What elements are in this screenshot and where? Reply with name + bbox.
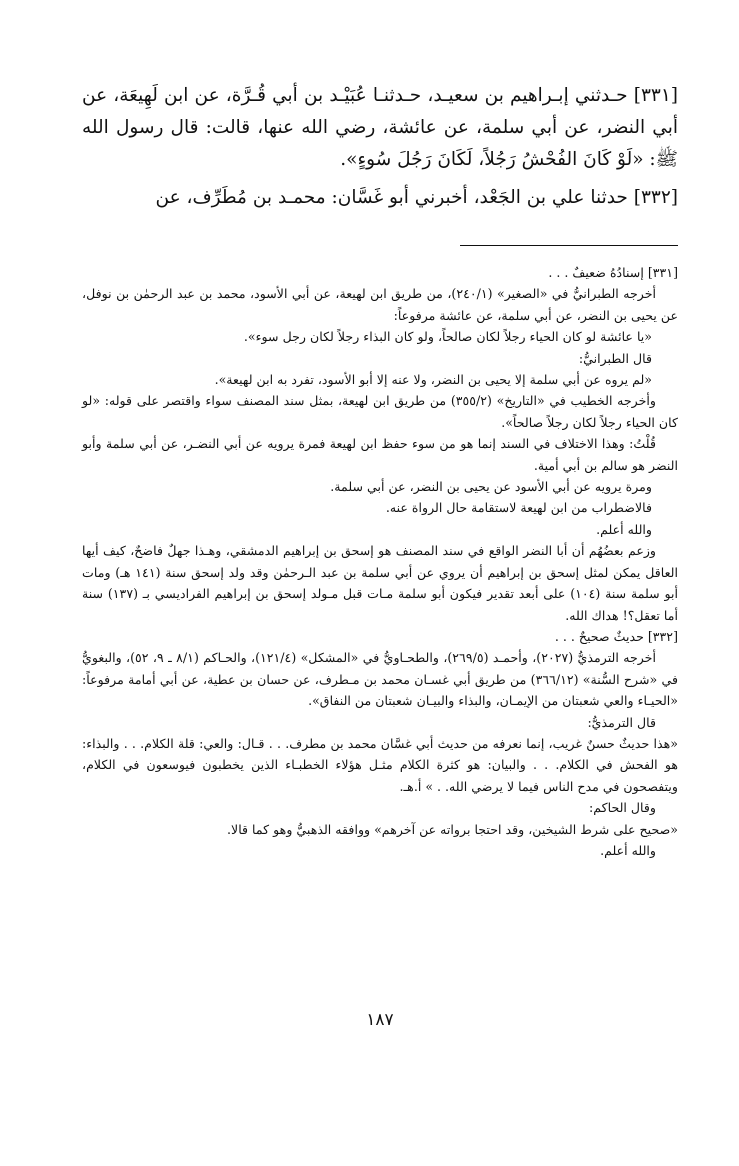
footnote-paragraph: قال الترمذيُّ: <box>587 714 656 730</box>
main-text <box>82 80 678 214</box>
hadith-331: [٣٣١] حـدثني إبـراهيم بن سعيـد، حـدثنـا عُبَيْـد بن أبي قُـرَّة، عن ابن لَهِيعَة، عن أبي النضر، عن أبي سلمة، عن عائشة، رضي الله عنها، قالت: قال رسول الله ﷺ: «لَوْ كَانَ الفُحْشُ رَجُلاً، لَكَانَ رَجُلَ سُوءٍ». <box>82 85 678 170</box>
footnote-paragraph: قُلْتُ: وهذا الاختلاف في السند إنما هو من سوء حفظ ابن لهيعة فمرة يرويه عن أبي النضـر، عن أبي سلمة وأبو النضر هو سالم بن أبي أمية. <box>82 436 678 473</box>
footnote-paragraph: أخرجه الترمذيُّ (٢٠٢٧)، وأحمـد (٢٦٩/٥)، والطحـاويُّ في «المشكل» (١٢١/٤)، والحـاكم (٨/١ ـ ٩، ٥٢)، والبغويُّ في «شرح السُّنة» (٣٦٦/١٢) من طريق أبي غسـان محمد بن مـطرف، عن حسان بن عطية، عن أبي أمامة مرفوعاً: «الحيـاء والعي شعبتان من الإيمـان، والبذاء والبيـان شعبتان من النفاق». <box>82 650 678 709</box>
footnote-paragraph: قال الطبرانيُّ: <box>578 350 652 366</box>
footnote-paragraph: أخرجه الطبرانيُّ في «الصغير» (٢٤٠/١)، من طريق ابن لهيعة، عن أبي الأسود، محمد بن عبد الرحمٰن بن نوفل، عن يحيى بن النضر، عن أبي سلمة، عن عائشة مرفوعاً: <box>82 286 678 323</box>
footnote-paragraph: وقال الحاكم: <box>588 800 656 816</box>
footnote-331-heading: [٣٣١] إسنادُهُ ضعيفٌ . . . <box>548 265 678 280</box>
footnote-quote: «لم يروه عن أبي سلمة إلا يحيى بن النضر، ولا عنه إلا أبو الأسود، تفرد به ابن لهيعة». <box>214 372 652 388</box>
footnote-332-heading: [٣٣٢] حديثٌ صحيحٌ . . . <box>554 628 678 644</box>
footnote-paragraph: فالاضطراب من ابن لهيعة لاستقامة حال الرواة عنه. <box>385 500 652 516</box>
book-page <box>82 0 678 1166</box>
footnote-quote: «صحيح على شرط الشيخين، وقد احتجا برواته عن آخرهم» ووافقه الذهبيُّ وهو كما قالا. <box>227 821 678 837</box>
footnote-separator <box>460 245 678 246</box>
footnote-paragraph: وأخرجه الخطيب في «التاريخ» (٣٥٥/٢) من طريق ابن لهيعة، بمثل سند المصنف سواء واقتصر على قوله: «لو كان الحياء رجلاً لكان رجلاً صالحاً». <box>82 393 678 430</box>
footnote-paragraph: والله أعلم. <box>596 521 652 537</box>
hadith-332-start: [٣٣٢] حدثنا علي بن الجَعْد، أخبرني أبو غَسَّان: محمـد بن مُطَرِّف، عن <box>155 187 678 208</box>
footnote-quote: «يا عائشة لو كان الحياء رجلاً لكان صالحاً، ولو كان البذاء رجلاً لكان رجل سوء». <box>243 329 652 345</box>
footnote-quote: «هذا حديثٌ حسنٌ غريب، إنما نعرفه من حديث أبي غسَّان محمد بن مطرف. . . قـال: والعي: قلة الكلام. . . والبذاء: هو الفحش في الكلام. . . والبيان: هو كثرة الكلام مثـل هؤلاء الخطبـاء الذين يخطبون فيوسعون في الكلام، ويتفصحون في مدح الناس فيما لا يرضي الله. . » أ.هـ. <box>82 735 678 794</box>
footnote-paragraph: ومرة يرويه عن أبي الأسود عن يحيى بن النضر، عن أبي سلمة. <box>330 479 652 495</box>
footnotes <box>82 262 678 861</box>
footnote-paragraph: والله أعلم. <box>600 842 656 858</box>
footnote-paragraph: وزعم بعضُهُم أن أبا النضر الواقع في سند المصنف هو إسحق بن إبراهيم الدمشقي، وهـذا جهلٌ فاضحٌ، كيف أيها العاقل يمكن لمثل إسحق بن إبراهيم أن يروي عن أبي سلمة بن عبد الـرحمٰن وقد ولد إسحق سنة (١٤١ هـ) ومات أبو سلمة سنة (١٠٤) على أبعد تقدير فيكون أبو سلمة مـات قبل مـولد إسحق بن إبراهيم الفراديسي بـ (١٣٧) سنة أما تعقل؟! هداك الله. <box>82 543 679 623</box>
page-number: ١٨٧ <box>366 1010 394 1030</box>
